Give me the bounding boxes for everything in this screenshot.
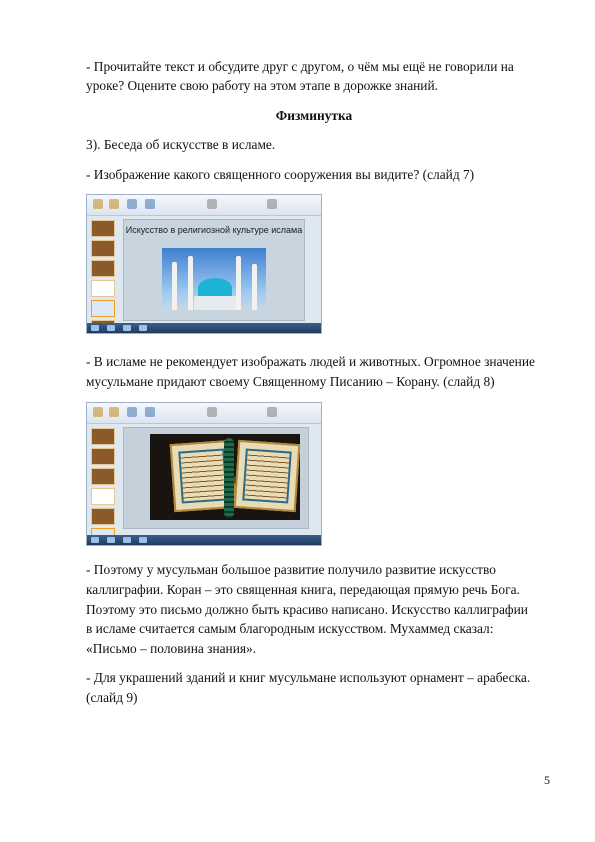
paragraph-line: (слайд 9) [86,690,138,705]
paragraph-line: 3). Беседа об искусстве в исламе. [86,137,276,152]
slide-8 [123,427,309,529]
slide-thumbnails [89,425,117,533]
paragraph-line: каллиграфии. Коран – это священная книга, передающая прямую речь Бога. [86,582,520,597]
mosque-image [162,248,266,310]
slide7-screenshot [86,194,322,334]
taskbar [87,323,321,333]
paragraph-line: - В исламе не рекомендует изображать людей и животных. Огромное значение [86,354,535,369]
slide-7 [123,219,305,321]
paragraph-line: - Для украшений зданий и книг мусульмане используют орнамент – арабеска. [86,670,531,685]
paragraph-line: уроке? Оцените свою работу на этом этапе в дорожке знаний. [86,78,438,93]
quran-image [150,434,300,520]
ribbon-toolbar [87,403,321,424]
taskbar [87,535,321,545]
section-heading: Физминутка [275,108,353,123]
slide-title: Искусство в религиозной культуре ислама [125,225,303,235]
paragraph-line: «Письмо – половина знания». [86,641,257,656]
paragraph-line: - Поэтому у мусульман большое развитие получило развитие искусство [86,562,496,577]
slide8-screenshot [86,402,322,546]
paragraph-line: мусульмане придают своему Священному Писанию – Корану. (слайд 8) [86,374,495,389]
paragraph-line: в исламе считается самым благородным искусством. Мухаммед сказал: [86,621,494,636]
paragraph-line: - Изображение какого священного сооружения вы видите? (слайд 7) [86,167,475,182]
page-number: 5 [544,773,550,787]
ribbon-toolbar [87,195,321,216]
slide-thumbnails [89,217,117,321]
paragraph-line: - Прочитайте текст и обсудите друг с другом, о чём мы ещё не говорили на [86,59,514,74]
paragraph-line: Поэтому это письмо должно быть красиво написано. Искусство каллиграфии [86,602,528,617]
